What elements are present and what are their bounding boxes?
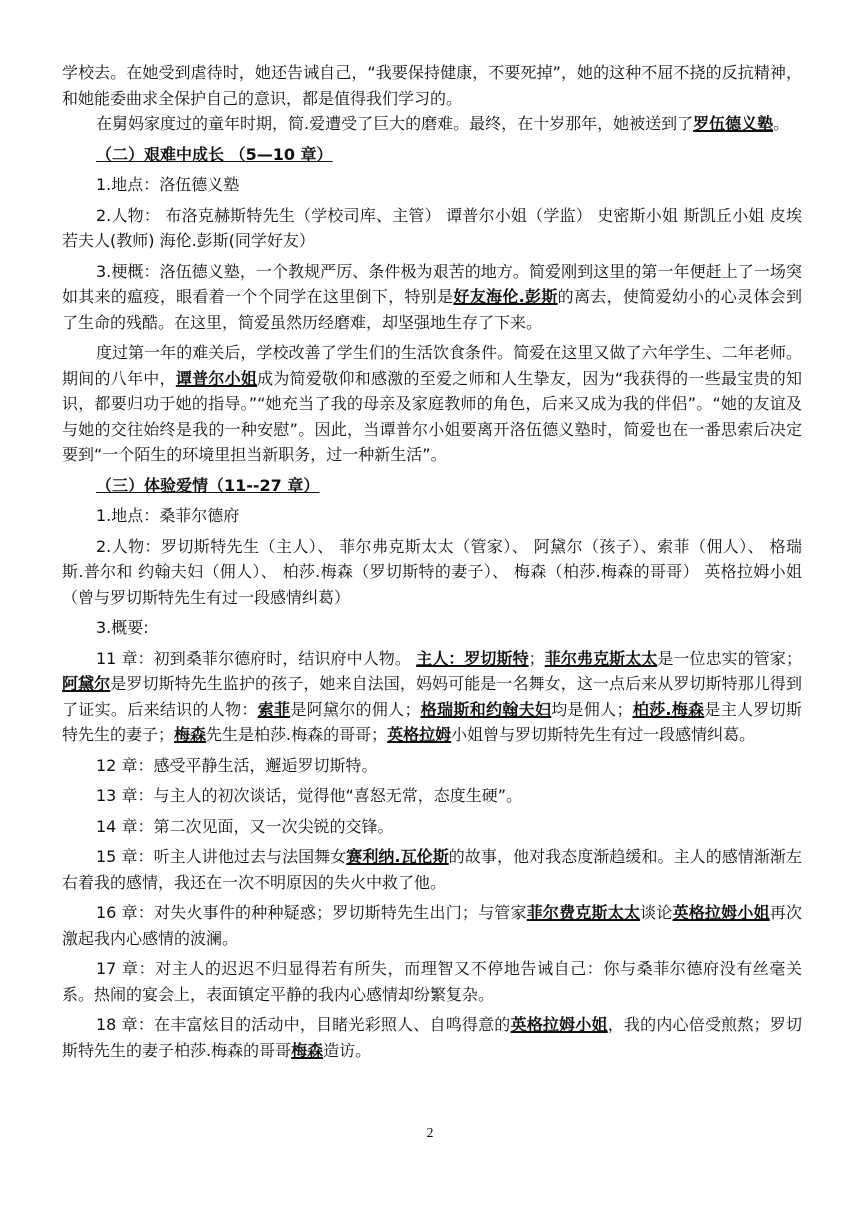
keyword: 罗伍德义塾	[693, 114, 774, 133]
paragraph-childhood: 在舅妈家度过的童年时期，简.爱遭受了巨大的磨难。最终，在十岁那年，她被送到了罗伍德义塾。	[96, 114, 790, 133]
keyword: 柏莎.梅森	[632, 699, 705, 719]
keyword: 梅森	[174, 725, 207, 744]
people-line: 2.人物： 布洛克赫斯特先生（学校司库、主管） 谭普尔小姐（学监） 史密斯小姐 斯凯丘小姐 皮埃若夫人(教师) 海伦.彭斯(同学好友）	[62, 205, 802, 250]
section-heading: （二）艰难中成长 （5—10 章）	[96, 144, 333, 164]
keyword: 菲尔弗克斯太太	[544, 648, 658, 668]
keyword: 英格拉姆	[387, 725, 452, 744]
section-heading: （三）体验爱情（11--27 章）	[96, 475, 320, 495]
document-page	[62, 60, 802, 1063]
keyword: 谭普尔小姐	[175, 368, 258, 388]
place-line: 1.地点：洛伍德义塾	[96, 175, 240, 194]
chapter-entry: 15 章：听主人讲他过去与法国舞女赛利纳.瓦伦斯的故事，他对我态度渐趋缓和。主人的感情渐渐左右着我的感情，我还在一次不明原因的失火中救了他。	[62, 847, 802, 892]
chapter-entry: 17 章：对主人的迟迟不归显得若有所失，而理智又不停地告诫自己：你与桑菲尔德府没有丝毫关系。热闹的宴会上，表面镇定平静的我内心感情却纷繁复杂。	[62, 959, 802, 1004]
outline-label: 3.概要:	[96, 618, 149, 637]
chapter-entry: 18 章：在丰富炫目的活动中，目睹光彩照人、自鸣得意的英格拉姆小姐，我的内心倍受煎熬；罗切斯特先生的妻子柏莎.梅森的哥哥梅森造访。	[62, 1015, 802, 1060]
people-line: 2.人物：罗切斯特先生（主人）、 菲尔弗克斯太太（管家）、 阿黛尔（孩子）、索菲（佣人）、 格瑞斯.普尔和 约翰夫妇（佣人）、 柏莎.梅森（罗切斯特的妻子）、 梅森（柏莎.梅森的哥哥） 英格拉姆小姐 （曾与罗切斯特先生有过一段感情纠葛）	[62, 536, 802, 607]
keyword: 菲尔费克斯太太	[526, 903, 641, 922]
summary-paragraph: 度过第一年的难关后，学校改善了学生们的生活饮食条件。简爱在这里又做了六年学生、二年老师。期间的八年中，谭普尔小姐成为简爱敬仰和感激的至爱之师和人生挚友，因为“我获得的一些最宝贵的知识，都要归功于她的指导。”“她充当了我的母亲及家庭教师的角色，后来又成为我的伴侣”。“她的友谊及与她的交往始终是我的一种安慰”。因此，当谭普尔小姐要离开洛伍德义塾时，简爱也在一番思索后决定要到“一个陌生的环境里担当新职务，过一种新生活”。	[62, 343, 802, 464]
chapter-entry: 12 章：感受平静生活，邂逅罗切斯特。	[96, 755, 378, 775]
keyword: 格瑞斯和约翰夫妇	[420, 699, 552, 719]
keyword: 阿黛尔	[62, 674, 111, 693]
chapter-entry: 16 章：对失火事件的种种疑惑；罗切斯特先生出门；与管家菲尔费克斯太太谈论英格拉姆小姐再次激起我内心感情的波澜。	[62, 903, 802, 948]
chapter-entry: 11 章：初到桑菲尔德府时，结识府中人物。 主人：罗切斯特；菲尔弗克斯太太是一位忠实的管家；阿黛尔是罗切斯特先生监护的孩子，她来自法国，妈妈可能是一名舞女，这一点后来从罗切斯特那儿得到了证实。后来结识的人物：索菲是阿黛尔的佣人；格瑞斯和约翰夫妇均是佣人；柏莎.梅森是主人罗切斯特先生的妻子；梅森先生是柏莎.梅森的哥哥；英格拉姆小姐曾与罗切斯特先生有过一段感情纠葛。	[62, 648, 802, 744]
summary-paragraph: 3.梗概：洛伍德义塾，一个教规严厉、条件极为艰苦的地方。简爱刚到这里的第一年便赶上了一场突如其来的瘟疫，眼看着一个个同学在这里倒下，特别是好友海伦.彭斯的离去，使简爱幼小的心灵体会到了生命的残酷。在这里，简爱虽然历经磨难，却坚强地生存了下来。	[62, 261, 802, 332]
chapter-entry: 14 章：第二次见面，又一次尖锐的交锋。	[96, 816, 394, 836]
keyword: 索菲	[257, 699, 291, 719]
keyword: 好友海伦.彭斯	[453, 287, 558, 306]
keyword: 英格拉姆小姐	[510, 1015, 608, 1034]
page-number: 2	[426, 1126, 434, 1141]
place-line: 1.地点：桑菲尔德府	[96, 506, 240, 525]
chapter-entry: 13 章：与主人的初次谈话，觉得他“喜怒无常，态度生硬”。	[96, 786, 523, 805]
paragraph-intro: 学校去。在她受到虐待时，她还告诫自己，“我要保持健康，不要死掉”，她的这种不屈不挠的反抗精神，和她能委曲求全保护自己的意识，都是值得我们学习的。	[62, 63, 802, 108]
keyword: 赛利纳.瓦伦斯	[346, 847, 449, 866]
keyword: 英格拉姆小姐	[672, 903, 770, 922]
keyword: 主人：罗切斯特	[416, 648, 529, 668]
keyword: 梅森	[291, 1040, 324, 1060]
